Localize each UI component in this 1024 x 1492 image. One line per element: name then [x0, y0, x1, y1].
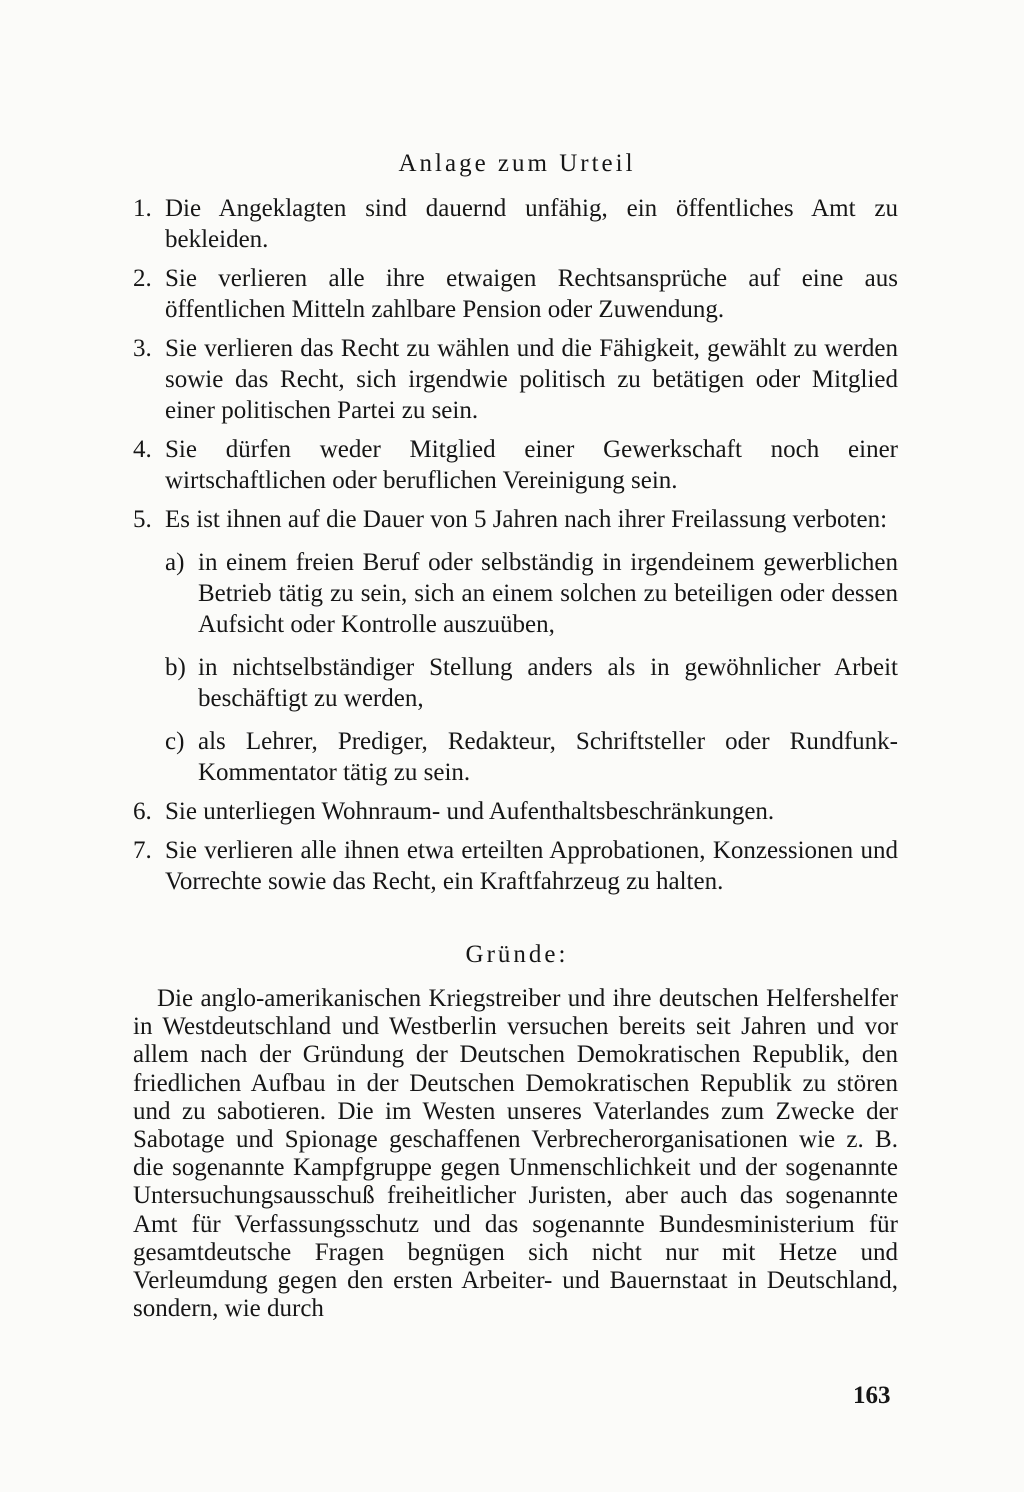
list-item: [133, 835, 898, 897]
list-item-number: 2.: [133, 265, 152, 292]
list-item-text: Es ist ihnen auf die Dauer von 5 Jahren nach ihrer Freilassung verboten:: [165, 506, 888, 533]
list-item-text: Sie verlieren das Recht zu wählen und die Fähigkeit, gewählt zu werden sowie das Recht, sich irgendwie politisch zu betätigen oder Mitglied einer politischen Partei zu sein.: [165, 335, 898, 424]
list-item: [133, 333, 898, 426]
list-item: [133, 263, 898, 325]
list-item-number: 4.: [133, 436, 152, 463]
sub-list-item: [165, 726, 898, 788]
list-item-number: 6.: [133, 798, 152, 825]
list-item-number: 3.: [133, 335, 152, 362]
sub-list-item-text: in einem freien Beruf oder selbständig in irgendeinem gewerblichen Betrieb tätig zu sein, sich an einem solchen zu beteiligen oder dessen Aufsicht oder Kontrolle auszuüben,: [198, 549, 898, 638]
sub-list-item: [165, 547, 898, 640]
sub-list-item-text: in nichtselbständiger Stellung anders als in gewöhnlicher Arbeit beschäftigt zu werden,: [198, 654, 898, 712]
list-item-number: 5.: [133, 506, 152, 533]
list-item-number: 7.: [133, 837, 152, 864]
verdict-list: [133, 193, 898, 905]
sub-list-item-letter: a): [165, 549, 185, 576]
list-item-text: Sie verlieren alle ihre etwaigen Rechtsansprüche auf eine aus öffentlichen Mitteln zahlbare Pension oder Zuwendung.: [165, 265, 898, 323]
sub-list: [165, 547, 898, 788]
list-item-text: Die Angeklagten sind dauernd unfähig, ein öffentliches Amt zu bekleiden.: [165, 195, 898, 253]
page-number: 163: [853, 1382, 891, 1409]
list-item: [133, 504, 898, 788]
page-title: Anlage zum Urteil: [398, 150, 636, 177]
sub-list-item-letter: b): [165, 654, 186, 681]
list-item-number: 1.: [133, 195, 152, 222]
list-item-text: Sie verlieren alle ihnen etwa erteilten Approbationen, Konzessionen und Vorrechte sowie das Recht, ein Kraftfahrzeug zu halten.: [165, 837, 898, 895]
sub-list-item-letter: c): [165, 728, 185, 755]
sub-list-item: [165, 652, 898, 714]
list-item: [133, 193, 898, 255]
list-item-text: Sie dürfen weder Mitglied einer Gewerkschaft noch einer wirtschaftlichen oder beruflichen Vereinigung sein.: [165, 436, 898, 494]
list-item: [133, 434, 898, 496]
sub-list-item-text: als Lehrer, Prediger, Redakteur, Schriftsteller oder Rundfunk-Kommentator tätig zu sein.: [198, 728, 898, 786]
body-paragraph: Die anglo-amerikanischen Kriegstreiber und ihre deutschen Helfershelfer in Westdeutschland und Westberlin versuchen bereits seit Jahren und vor allem nach der Gründung der Deutschen Demokratischen Republik, den friedlichen Aufbau in der Deutschen Demokratischen Republik zu stören und zu sabotieren. Die im Westen unseres Vaterlandes zum Zwecke der Sabotage und Spionage geschaffenen Verbrecherorganisationen wie z. B. die sogenannte Kampfgruppe gegen Unmenschlichkeit und der sogenannte Untersuchungsausschuß freiheitlicher Juristen, aber auch das sogenannte Amt für Verfassungsschutz und das sogenannte Bundesministerium für gesamtdeutsche Fragen begnügen sich nicht nur mit Hetze und Verleumdung gegen den ersten Arbeiter- und Bauernstaat in Deutschland, sondern, wie durch: [133, 985, 898, 1323]
list-item-text: Sie unterliegen Wohnraum- und Aufenthaltsbeschränkungen.: [165, 798, 775, 825]
list-item: [133, 796, 898, 827]
section-heading: Gründe:: [465, 941, 569, 968]
